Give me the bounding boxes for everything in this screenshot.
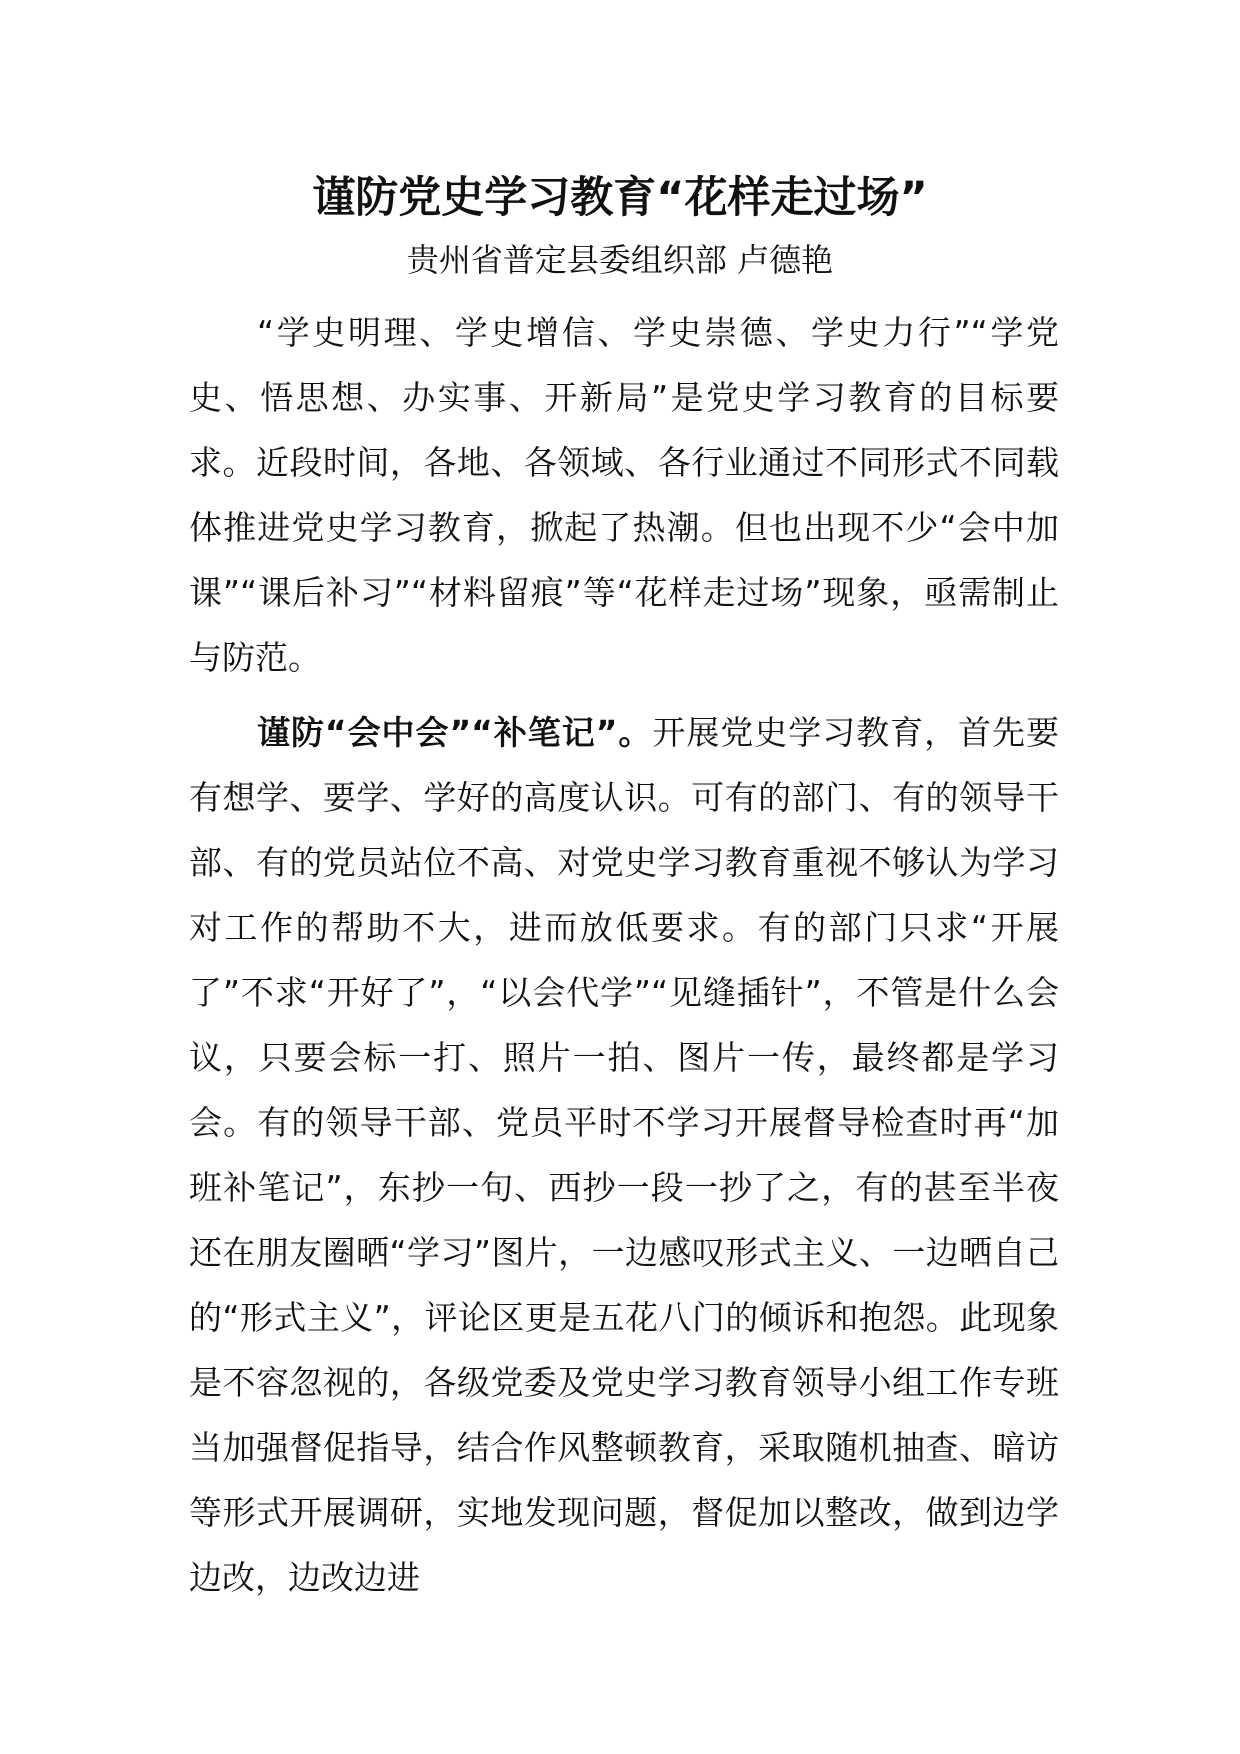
paragraph-text: “学史明理、学史增信、学史崇德、学史力行”“学党史、悟思想、办实事、开新局”是党史学习教育的目标要求。近段时间，各地、各领域、各行业通过不同形式不同载体推进党史学习教育，掀起了热潮。但也出现不少“会中加课”“课后补习”“材料留痕”等“花样走过场”现象，亟需制止与防范。 <box>189 313 1059 677</box>
paragraph-intro <box>189 300 1059 690</box>
document-body <box>189 300 1059 1620</box>
paragraph-lead: 谨防“会中会”“补笔记”。 <box>257 713 653 752</box>
paragraph-text: 开展党史学习教育，首先要有想学、要学、学好的高度认识。可有的部门、有的领导干部、有的党员站位不高、对党史学习教育重视不够认为学习对工作的帮助不大，进而放低要求。有的部门只求“开展了”不求“开好了”，“以会代学”“见缝插针”，不管是什么会议，只要会标一打、照片一拍、图片一传，最终都是学习会。有的领导干部、党员平时不学习开展督导检查时再“加班补笔记”，东抄一句、西抄一段一抄了之，有的甚至半夜还在朋友圈晒“学习”图片，一边感叹形式主义、一边晒自己的“形式主义”，评论区更是五花八门的倾诉和抱怨。此现象是不容忽视的，各级党委及党史学习教育领导小组工作专班当加强督促指导，结合作风整顿教育，采取随机抽查、暗访等形式开展调研，实地发现问题，督促加以整改，做到边学边改，边改边进 <box>189 713 1059 1597</box>
author-byline: 贵州省普定县委组织部 卢德艳 <box>406 241 834 279</box>
paragraph-section-1 <box>189 700 1059 1610</box>
document-title: 谨防党史学习教育“花样走过场” <box>312 173 928 223</box>
